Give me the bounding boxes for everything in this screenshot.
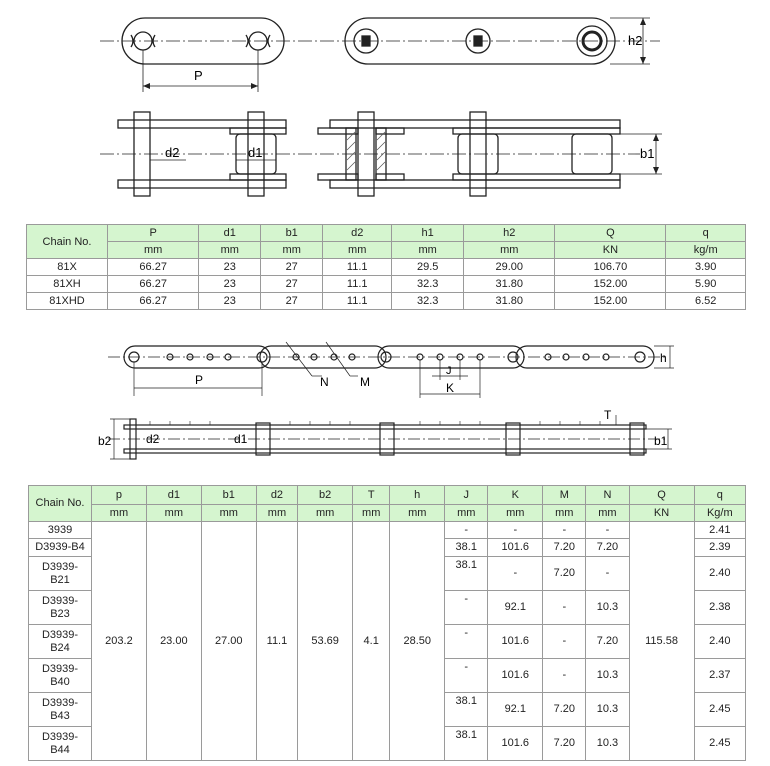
- unit-cell: mm: [146, 505, 201, 522]
- table-cell: -: [445, 659, 488, 693]
- table-row: [27, 293, 746, 310]
- header-j: J: [445, 486, 488, 505]
- table-cell: -: [543, 591, 586, 625]
- shared-cell-t: 4.1: [353, 522, 390, 761]
- chain-name-cell: D3939-B21: [29, 557, 92, 591]
- unit-cell: mm: [586, 505, 629, 522]
- table-cell: 6.52: [666, 293, 746, 310]
- table-cell: -: [543, 625, 586, 659]
- table-cell: 2.45: [694, 693, 745, 727]
- label-k: K: [446, 381, 455, 395]
- shared-cell-p: 203.2: [92, 522, 147, 761]
- unit-cell: mm: [488, 505, 543, 522]
- header-q-load: Q: [555, 225, 666, 242]
- header-b1: b1: [261, 225, 323, 242]
- header-b2: b2: [298, 486, 353, 505]
- header-d1: d1: [146, 486, 201, 505]
- chain-name-cell: D3939-B40: [29, 659, 92, 693]
- table-cell: 101.6: [488, 659, 543, 693]
- header-b1: b1: [201, 486, 256, 505]
- header-d2: d2: [323, 225, 392, 242]
- unit-cell: mm: [445, 505, 488, 522]
- header-d1: d1: [199, 225, 261, 242]
- table-cell: -: [586, 557, 629, 591]
- header-chain-no: Chain No.: [29, 486, 92, 522]
- label-h: h: [660, 351, 667, 365]
- table-cell: 38.1: [445, 693, 488, 727]
- label-b1: b1: [654, 434, 668, 448]
- header-q-weight: q: [666, 225, 746, 242]
- unit-cell: mm: [298, 505, 353, 522]
- table-row: [27, 276, 746, 293]
- header-p: p: [92, 486, 147, 505]
- chain-name-cell: D3939-B43: [29, 693, 92, 727]
- shared-cell-d2: 11.1: [256, 522, 298, 761]
- table-cell: 23: [199, 293, 261, 310]
- table-cell: 27: [261, 293, 323, 310]
- label-h2: h2: [628, 33, 643, 48]
- header-p: P: [108, 225, 199, 242]
- label-m: M: [360, 375, 370, 389]
- chain-name-cell: D3939-B44: [29, 727, 92, 761]
- spec-table-81x: [26, 224, 746, 310]
- label-d2: d2: [146, 432, 160, 446]
- table-cell: 2.38: [694, 591, 745, 625]
- table-cell: 7.20: [543, 693, 586, 727]
- label-d1: d1: [248, 145, 263, 160]
- header-h2: h2: [464, 225, 555, 242]
- table-cell: 27: [261, 276, 323, 293]
- label-n: N: [320, 375, 329, 389]
- table-cell: 27: [261, 259, 323, 276]
- table-cell: 7.20: [543, 727, 586, 761]
- header-t: T: [353, 486, 390, 505]
- header-h1: h1: [392, 225, 464, 242]
- table-cell: 152.00: [555, 276, 666, 293]
- table-cell: 38.1: [445, 727, 488, 761]
- unit-cell: mm: [108, 242, 199, 259]
- table-cell: 38.1: [445, 539, 488, 557]
- unit-cell: mm: [201, 505, 256, 522]
- table-cell: 2.40: [694, 557, 745, 591]
- header-q-load: Q: [629, 486, 694, 505]
- table-cell: -: [445, 522, 488, 539]
- table-cell: -: [445, 625, 488, 659]
- header-d2: d2: [256, 486, 298, 505]
- label-b2: b2: [98, 434, 112, 448]
- table-cell: 5.90: [666, 276, 746, 293]
- label-d1: d1: [234, 432, 248, 446]
- table-row: [27, 259, 746, 276]
- shared-cell-b2: 53.69: [298, 522, 353, 761]
- unit-cell: mm: [92, 505, 147, 522]
- table-cell: 10.3: [586, 693, 629, 727]
- table-cell: 29.00: [464, 259, 555, 276]
- table-cell: 11.1: [323, 293, 392, 310]
- table-cell: 101.6: [488, 727, 543, 761]
- unit-cell: kg/m: [666, 242, 746, 259]
- unit-cell: mm: [199, 242, 261, 259]
- table-cell: 92.1: [488, 693, 543, 727]
- table-cell: 2.45: [694, 727, 745, 761]
- table-cell: 23: [199, 259, 261, 276]
- unit-cell: mm: [256, 505, 298, 522]
- table-cell: -: [445, 591, 488, 625]
- unit-cell: KN: [555, 242, 666, 259]
- table-cell: 10.3: [586, 591, 629, 625]
- header-q-weight: q: [694, 486, 745, 505]
- table-cell: 106.70: [555, 259, 666, 276]
- table-cell: 66.27: [108, 293, 199, 310]
- table-cell: 7.20: [543, 539, 586, 557]
- table-cell: 2.39: [694, 539, 745, 557]
- table-cell: 81XH: [27, 276, 108, 293]
- unit-cell: KN: [629, 505, 694, 522]
- table-cell: 66.27: [108, 259, 199, 276]
- shared-cell-b1: 27.00: [201, 522, 256, 761]
- label-t: T: [604, 408, 612, 422]
- unit-cell: mm: [543, 505, 586, 522]
- chain-top-view: [0, 0, 770, 100]
- unit-cell: mm: [390, 505, 445, 522]
- table-cell: 101.6: [488, 539, 543, 557]
- unit-cell: mm: [323, 242, 392, 259]
- header-n: N: [586, 486, 629, 505]
- chain-name-cell: 3939: [29, 522, 92, 539]
- table-cell: -: [586, 522, 629, 539]
- table-cell: 7.20: [543, 557, 586, 591]
- header-h: h: [390, 486, 445, 505]
- header-k: K: [488, 486, 543, 505]
- table-cell: 7.20: [586, 625, 629, 659]
- header-m: M: [543, 486, 586, 505]
- table-cell: 11.1: [323, 259, 392, 276]
- table-cell: 10.3: [586, 727, 629, 761]
- table-row: [29, 522, 746, 539]
- table-cell: -: [543, 659, 586, 693]
- unit-cell: mm: [464, 242, 555, 259]
- chain-side-view: [0, 100, 770, 210]
- table-cell: 29.5: [392, 259, 464, 276]
- label-b1: b1: [640, 146, 655, 161]
- table-cell: 92.1: [488, 591, 543, 625]
- table-cell: 32.3: [392, 276, 464, 293]
- table-cell: 10.3: [586, 659, 629, 693]
- table-cell: -: [543, 522, 586, 539]
- table-cell: 23: [199, 276, 261, 293]
- table-cell: 7.20: [586, 539, 629, 557]
- shared-cell-q: 115.58: [629, 522, 694, 761]
- table-cell: 2.37: [694, 659, 745, 693]
- table-cell: -: [488, 522, 543, 539]
- table-cell: 2.40: [694, 625, 745, 659]
- shared-cell-d1: 23.00: [146, 522, 201, 761]
- label-d2: d2: [165, 145, 180, 160]
- table-cell: 31.80: [464, 293, 555, 310]
- shared-cell-h: 28.50: [390, 522, 445, 761]
- unit-cell: Kg/m: [694, 505, 745, 522]
- header-chain-no: Chain No.: [27, 225, 108, 259]
- table-cell: 32.3: [392, 293, 464, 310]
- table-cell: 152.00: [555, 293, 666, 310]
- table-cell: 81X: [27, 259, 108, 276]
- table-cell: 2.41: [694, 522, 745, 539]
- label-p: P: [195, 373, 204, 387]
- table-cell: 11.1: [323, 276, 392, 293]
- attachment-chain-side-view: [0, 405, 770, 475]
- table-cell: 81XHD: [27, 293, 108, 310]
- table-cell: 66.27: [108, 276, 199, 293]
- chain-name-cell: D3939-B4: [29, 539, 92, 557]
- table-cell: 38.1: [445, 557, 488, 591]
- chain-name-cell: D3939-B24: [29, 625, 92, 659]
- chain-name-cell: D3939-B23: [29, 591, 92, 625]
- table-cell: 3.90: [666, 259, 746, 276]
- table-cell: 101.6: [488, 625, 543, 659]
- label-p: P: [194, 68, 203, 83]
- unit-cell: mm: [392, 242, 464, 259]
- attachment-chain-top-view: [0, 330, 770, 405]
- label-j: J: [446, 365, 452, 377]
- unit-cell: mm: [261, 242, 323, 259]
- table-cell: 31.80: [464, 276, 555, 293]
- unit-cell: mm: [353, 505, 390, 522]
- table-cell: -: [488, 557, 543, 591]
- spec-table-3939: [28, 485, 746, 761]
